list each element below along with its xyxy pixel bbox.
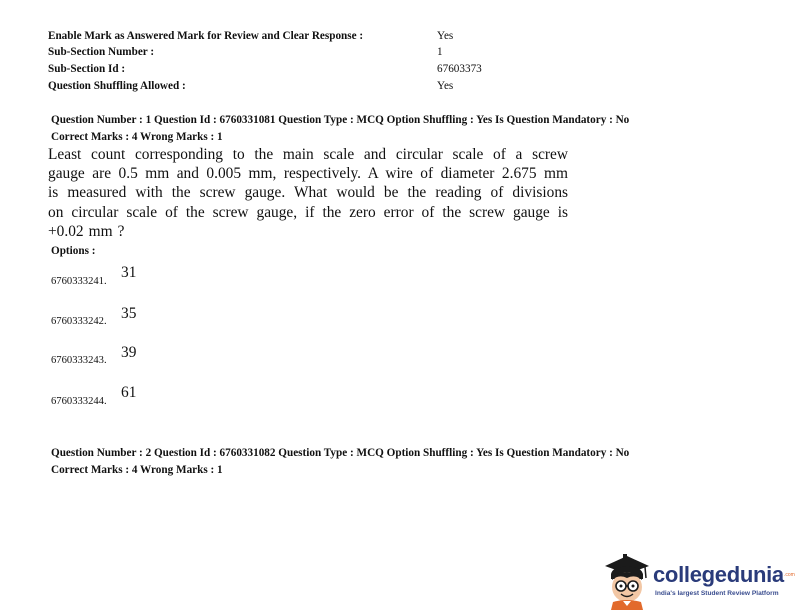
question-text-line: gauge are 0.5 mm and 0.005 mm, respectively. A wire of diameter 2.675 mm xyxy=(48,165,568,183)
meta-value-question-shuffling: Yes xyxy=(437,80,454,92)
option-value: 61 xyxy=(121,384,137,401)
meta-value-subsection-number: 1 xyxy=(437,46,443,58)
logo-tld: .com xyxy=(784,572,795,578)
question-1-text xyxy=(48,145,568,241)
meta-label-subsection-number: Sub-Section Number : xyxy=(48,46,155,58)
option-id: 6760333243. xyxy=(51,355,107,366)
logo-tagline: India's largest Student Review Platform xyxy=(655,590,779,597)
meta-label-question-shuffling: Question Shuffling Allowed : xyxy=(48,80,186,92)
option-id: 6760333242. xyxy=(51,316,107,327)
question-text-line: +0.02 mm ? xyxy=(48,222,125,240)
question-1-marks: Correct Marks : 4 Wrong Marks : 1 xyxy=(51,131,223,143)
meta-value-subsection-id: 67603373 xyxy=(437,63,482,75)
option-id: 6760333241. xyxy=(51,276,107,287)
option-value: 39 xyxy=(121,344,137,361)
option-value: 31 xyxy=(121,264,137,281)
question-2-header: Question Number : 2 Question Id : 6760331082 Question Type : MCQ Option Shuffling : Yes Is Question Mandatory : No xyxy=(51,447,630,459)
meta-value-enable-mark: Yes xyxy=(437,30,454,42)
meta-label-subsection-id: Sub-Section Id : xyxy=(48,63,126,75)
question-1-header: Question Number : 1 Question Id : 6760331081 Question Type : MCQ Option Shuffling : Yes Is Question Mandatory : No xyxy=(51,114,630,126)
student-mascot-icon xyxy=(601,552,651,610)
logo-wordmark: collegedunia xyxy=(653,562,784,587)
options-label: Options : xyxy=(51,245,96,257)
question-text-line: on circular scale of the screw gauge, if the zero error of the screw gauge is xyxy=(48,203,568,221)
meta-label-enable-mark: Enable Mark as Answered Mark for Review and Clear Response : xyxy=(48,30,364,42)
collegedunia-logo xyxy=(601,550,795,610)
question-2-marks: Correct Marks : 4 Wrong Marks : 1 xyxy=(51,464,223,476)
option-value: 35 xyxy=(121,305,137,322)
question-text-line: Least count corresponding to the main scale and circular scale of a screw xyxy=(48,146,568,163)
option-id: 6760333244. xyxy=(51,396,107,407)
question-text-line: is measured with the screw gauge. What would be the reading of divisions xyxy=(48,184,568,202)
